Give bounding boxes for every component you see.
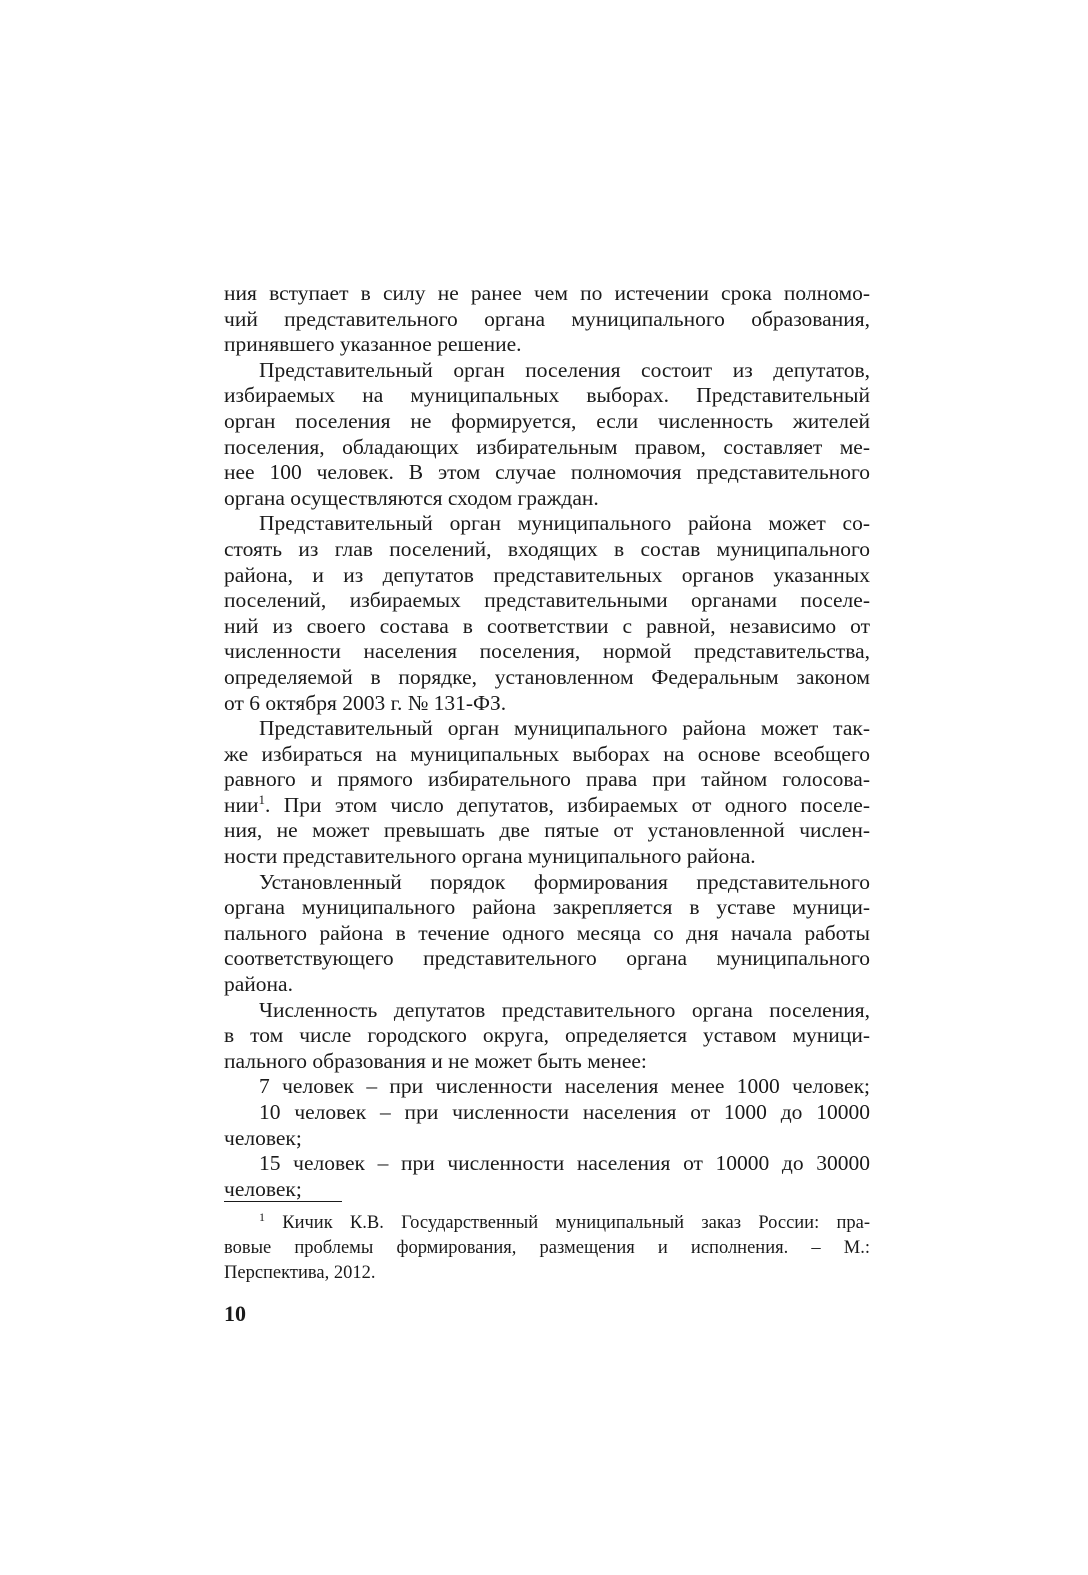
text-line: человек; — [224, 1125, 302, 1150]
footnote-mark: 1 — [259, 1209, 265, 1224]
text-line: 7 человек – при численности населения менее 1000 человек; — [259, 1074, 870, 1099]
text-line: принявшего указанное решение. — [224, 332, 522, 357]
footnote-reference[interactable]: 1 — [258, 791, 266, 807]
page-number: 10 — [224, 1301, 246, 1326]
text-line: равного и прямого избирательного права при тайном голосова- — [224, 767, 870, 792]
text-line: избираемых на муниципальных выборах. Представительный — [224, 383, 870, 408]
text-line: района, и из депутатов представительных органов указанных — [224, 562, 870, 587]
footnote-separator — [224, 1201, 342, 1202]
text-line: района. — [224, 972, 293, 997]
text-line: пального образования и не может быть менее: — [224, 1048, 647, 1073]
footnote-line: $^1$ Кичик К.В. Государственный муниципальный заказ России: пра- — [259, 1209, 870, 1233]
text-line: Установленный порядок формирования представительного — [259, 869, 870, 894]
footnote — [224, 1211, 870, 1286]
text-line: ний из своего состава в соответствии с равной, независимо от — [224, 613, 870, 638]
text-line: в том числе городского округа, определяется уставом муници- — [224, 1023, 870, 1048]
text-line: 15 человек – при численности населения от 10000 до 30000 — [259, 1151, 870, 1176]
text-line: Представительный орган муниципального района может так- — [259, 716, 870, 741]
footnote-line: вовые проблемы формирования, размещения и исполнения. – М.: — [224, 1238, 870, 1258]
text-line: же избираться на муниципальных выборах на основе всеобщего — [224, 741, 870, 766]
footnote-line: Перспектива, 2012. — [224, 1263, 376, 1283]
text-line: соответствующего представительного органа муниципального — [224, 946, 870, 971]
text-line: человек; — [224, 1176, 302, 1201]
text-line: Численность депутатов представительного органа поселения, — [259, 997, 870, 1022]
text-line: ния, не может превышать две пятые от установленной числен- — [224, 818, 870, 843]
text-line: поселения, обладающих избирательным правом, составляет ме- — [224, 434, 870, 459]
text-line: орган поселения не формируется, если численность жителей — [224, 408, 870, 433]
text-line: пального района в течение одного месяца со дня начала работы — [224, 920, 870, 945]
text-line: 10 человек – при численности населения от 1000 до 10000 — [259, 1100, 870, 1124]
text-line: нее 100 человек. В этом случае полномочия представительного — [224, 460, 870, 485]
text-line: Представительный орган поселения состоит из депутатов, — [259, 357, 870, 382]
text-line: органа муниципального района закрепляется в уставе муници- — [224, 895, 870, 920]
text-line: Представительный орган муниципального района может со- — [259, 511, 870, 536]
text-line: стоять из глав поселений, входящих в состав муниципального — [224, 536, 870, 561]
text-line: нии$^1$. При этом число депутатов, избираемых от одного поселе- — [224, 791, 870, 817]
text-line: от 6 октября 2003 г. № 131-ФЗ. — [224, 690, 507, 715]
text-line: численности населения поселения, нормой представительства, — [224, 639, 870, 664]
text-line: определяемой в порядке, установленном Федеральным законом — [224, 664, 870, 689]
text-line: ния вступает в силу не ранее чем по истечении срока полномо- — [224, 281, 870, 305]
text-line: поселений, избираемых представительными органами поселе- — [224, 588, 870, 613]
text-line: органа осуществляются сходом граждан. — [224, 485, 599, 510]
body-text — [224, 281, 870, 1202]
text-line: ности представительного органа муниципального района. — [224, 844, 756, 869]
text-line: чий представительного органа муниципального образования, — [224, 306, 870, 331]
